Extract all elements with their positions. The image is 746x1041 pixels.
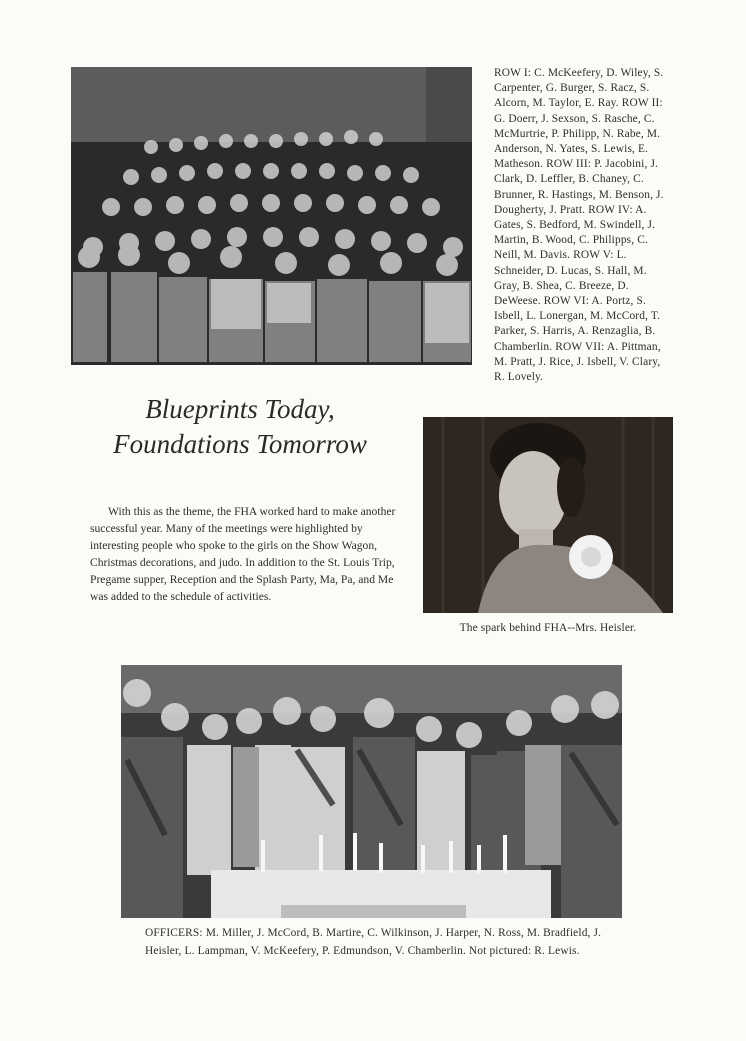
officers-caption: OFFICERS: M. Miller, J. McCord, B. Martire, C. Wilkinson, J. Harper, N. Ross, M. Bradfield, J. Heisler, L. Lampman, V. McKeefery, P. Edmundson, V. Chamberlin. Not pictured: R. Lewis.: [145, 927, 602, 957]
portrait-caption: The spark behind FHA--Mrs. Heisler.: [459, 622, 637, 634]
title-line-1: Blueprints Today,: [145, 394, 335, 424]
body-paragraph: With this as the theme, the FHA worked hard to make another successful year. Many of the meetings were highlighted by interesting people who spoke to the girls on the Show Wagon, Christmas decorations, and judo. In addition to the St. Louis Trip, Pregame supper, Reception and the Splash Party, Ma, Pa, and Me was added to the schedule of activities.: [90, 505, 396, 603]
page-title: [70, 392, 410, 462]
group-photo-caption: ROW I: C. McKeefery, D. Wiley, S. Carpenter, G. Burger, S. Racz, S. Alcorn, M. Taylor, E. Ray. ROW II: G. Doerr, J. Sexson, S. Rasche, C. McMurtrie, P. Philipp, N. Rabe, M. Anderson, N. Yates, S. Lewis, E. Matheson. ROW III: P. Jacobini, J. Clark, D. Leffler, B. Chaney, C. Brunner, R. Hastings, M. Benson, J. Dougherty, J. Pratt. ROW IV: A. Gates, S. Bedford, M. Swindell, J. Martin, B. Wood, C. Philipps, C. Neill, M. Davis. ROW V: L. Schneider, D. Lucas, S. Hall, M. Gray, B. Shea, C. Breeze, D. DeWeese. ROW VI: A. Portz, S. Isbell, L. Lonergan, M. McCord, T. Parker, S. Harris, A. Renzaglia, B. Chamberlin. ROW VII: A. Pittman, M. Pratt, J. Rice, J. Isbell, V. Clary, R. Lovely.: [494, 67, 664, 384]
group-photo: [71, 67, 472, 365]
title-line-2: Foundations Tomorrow: [113, 429, 367, 459]
officers-photo: [121, 665, 622, 918]
portrait-photo: [423, 417, 673, 613]
